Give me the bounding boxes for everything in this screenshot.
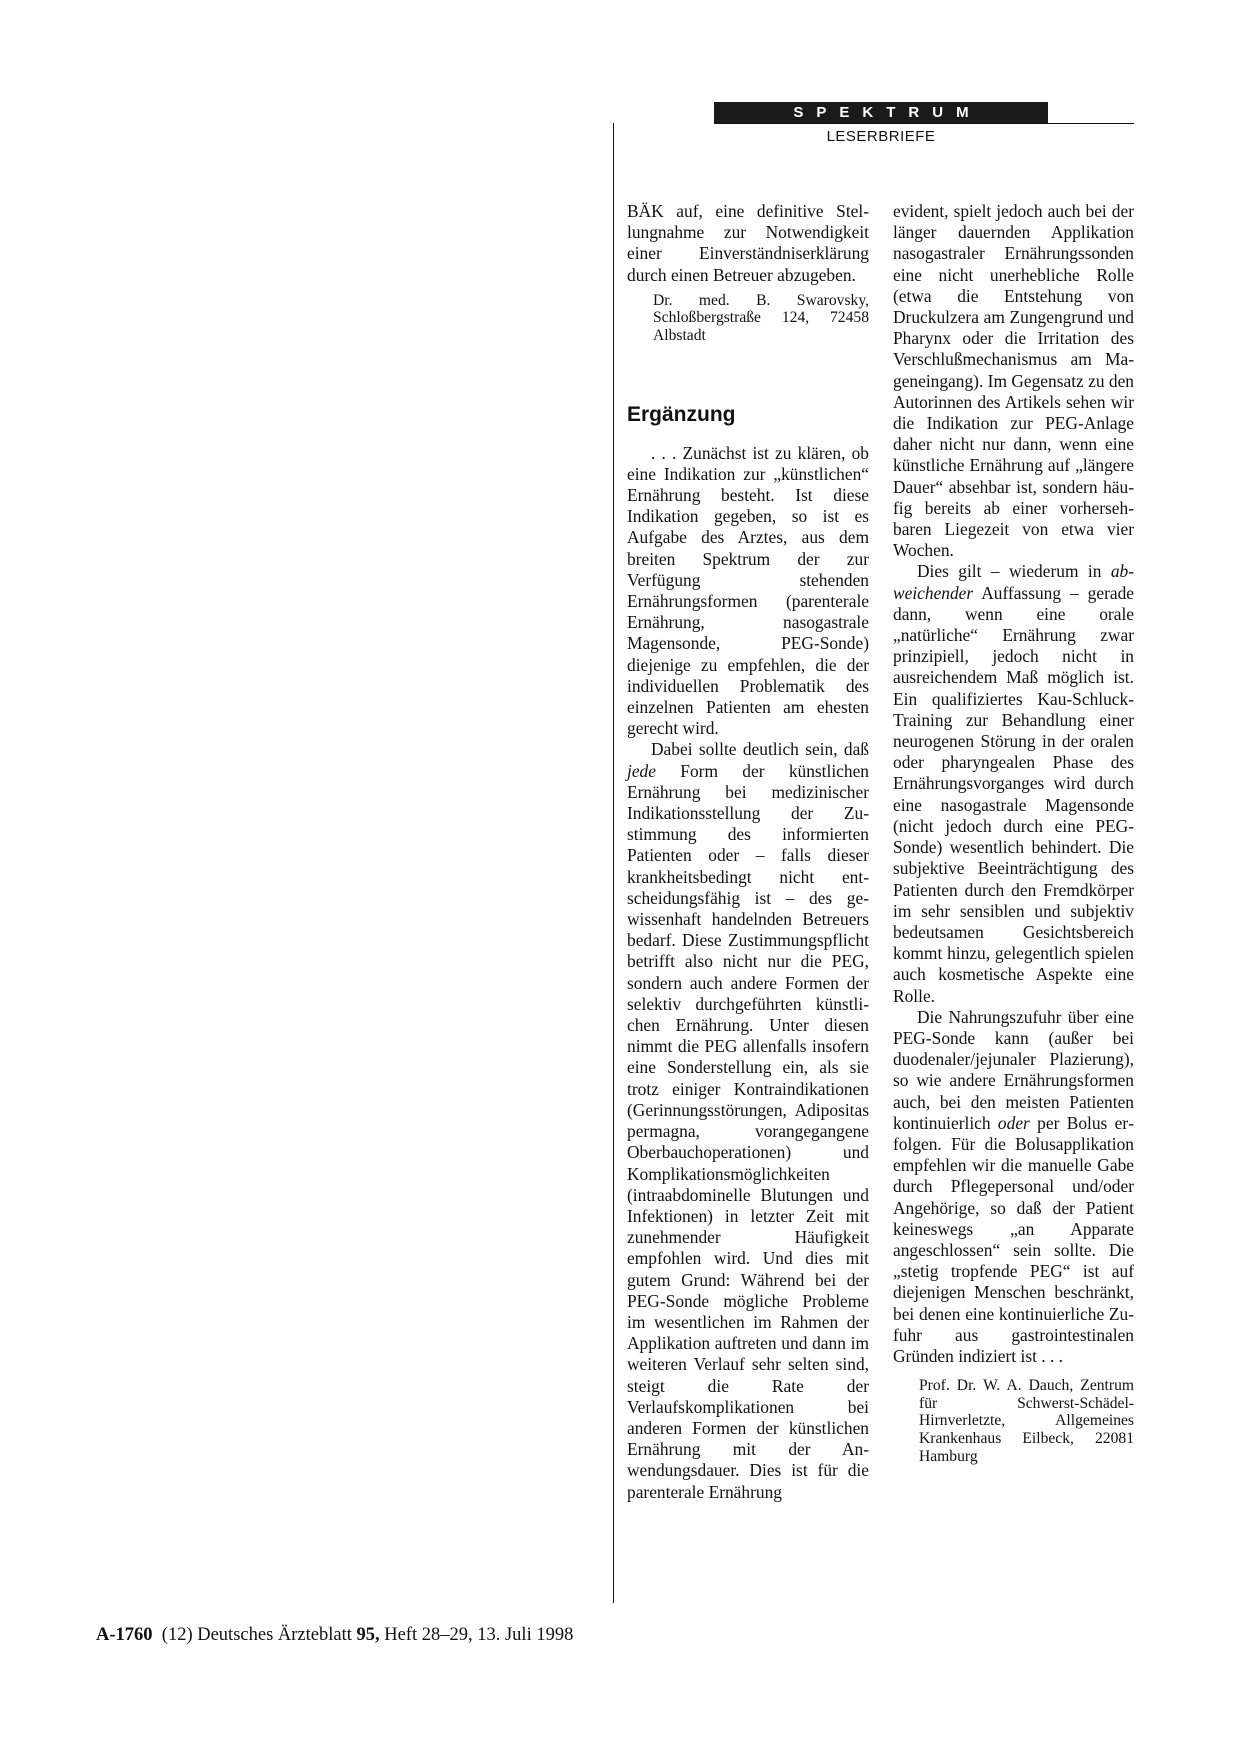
paragraph-3-text-b: Auffassung – gerade dann, wenn eine orale „natürliche“ Ernährung zwar prinzipiell, jedoch nicht in ausreichendem Maß möglich ist. Ein qualifiziertes Kau-Schluck-Training zur Behandlung einer neurogenen Störung in der oralen oder pharyngealen Phase des Ernährungsvorganges wird durch eine nasogastrale Magensonde (nicht jedoch durch eine PEG-Sonde) wesentlich behindert. Die subjektive Beeinträchtigung des Patienten durch den Fremdkörper im sehr sensiblen und subjektiv bedeutsamen Gesichtsbereich kommt hinzu, gelegentlich spielen auch kosmetische Aspekte eine Rolle. [893,582,1135,1006]
right-column [893,201,1134,1465]
paragraph-4-text-a: Die Nahrungszufuhr über eine PEG-Sonde kann (außer bei duodenaler/jejunaler Plazierung), so wie andere Ernährungsformen auch, bei den meisten Patienten kontinuierlich [893,1006,1134,1133]
emphasis-oder: oder [997,1112,1030,1133]
paragraph-3-text-a: Dies gilt – wiederum in [917,561,1102,582]
page-code: A-1760 [96,1625,153,1645]
body-paragraph-1: . . . Zunächst ist zu klären, ob eine Indikation zur „künstlichen“ Ernährung besteht. Ist diese Indikation gegeben, so ist es Aufgabe des Arztes, aus dem breiten Spektrum der zur Verfügung stehenden Ernährungsformen (parenterale Ernährung, nasogastrale Magensonde, PEG-Sonde) diejenige zu empfehlen, die der individuellen Problematik des einzelnen Patienten am ehesten gerecht wird. [627,442,869,739]
paragraph-4-text-b: per Bolus erfolgen. Für die Bolusapplikation empfehlen wir die manuelle Gabe durch Pflegepersonal und/oder Angehörige, so daß der Patient keineswegs „an Apparate angeschlossen“ sein sollte. Die „stetig tropfende PEG“ ist auf diejenigen Menschen beschränkt, bei denen eine kontinuierliche Zufuhr aus gastrointestinalen Gründen indiziert ist . . . [893,1112,1134,1366]
letter-signature-1: Dr. med. B. Swarovsky, Schloßbergstraße 124, 72458 Albstadt [653,291,869,344]
emphasis-abweichender: abweichender [893,561,1134,603]
paragraph-2-text-b: Form der künstlichen Ernährung bei medizinischer Indikationsstellung der Zustimmung des informierten Patienten oder – falls dieser krankheitsbedingt nicht entscheidungsfähig ist – des gewissenhaft handelnden Betreuers bedarf. Diese Zustimmungspflicht betrifft also nicht nur die PEG, sondern auch andere Formen der selektiv durchgeführten künstlichen Ernährung. Unter diesen nimmt die PEG allenfalls insofern eine Sonderstellung ein, als sie trotz einiger Kontraindikationen (Gerinnungsstörungen, Adipositas permagna, vorangegangene Oberbauchoperationen) und Komplikationsmöglichkeiten (intraabdominelle Blutungen und Infektionen) in letzter Zeit mit zunehmender Häufigkeit empfohlen wird. Und dies mit gutem Grund: Während bei der PEG-Sonde mögliche Probleme im wesentlichen im Rahmen der Applikation auftreten und dann im weiteren Verlauf sehr selten sind, steigt die Rate der Verlaufskomplikationen bei anderen Formen der künstlichen Ernährung mit der Anwendungsdauer. Dies ist für die parenterale Ernährung [627,760,869,1502]
body-paragraph-2 [627,739,869,1502]
page-footer [96,1623,573,1647]
journal-volume: 95, [356,1625,380,1645]
letter-signature-2: Prof. Dr. W. A. Dauch, Zentrum für Schwerst-Schädel-Hirnverletzte, Allgemeines Krankenhaus Eilbeck, 22081 Hamburg [919,1377,1134,1465]
body-paragraph-3 [893,561,1134,1006]
section-header: SPEKTRUM [714,102,1048,124]
body-paragraph-continued: evident, spielt jedoch auch bei der länger dauernden Applikation nasogastraler Ernährungssonden eine nicht unerhebliche Rolle (etwa die Entstehung von Druckulzera am Zungengrund und Pharynx oder die Irritation des Verschlußmechanismus am Mageneingang). Im Gegensatz zu den Autorinnen des Artikels sehen wir die Indikation zur PEG-Anlage daher nicht nur dann, wenn eine künstliche Ernährung auf „längere Dauer“ absehbar ist, sondern häufig bereits ab einer vorhersehbaren Liegezeit von etwa vier Wochen. [893,201,1134,561]
page-number: (12) [161,1625,193,1645]
body-paragraph-4 [893,1007,1134,1367]
issue-date: Heft 28–29, 13. Juli 1998 [384,1625,574,1645]
subsection-label: LESERBRIEFE [826,128,936,145]
intro-paragraph: BÄK auf, eine definitive Stellungnahme zur Notwendigkeit einer Einverständniserklärung durch einen Betreuer abzugeben. [627,201,869,285]
emphasis-jede: jede [627,760,656,781]
paragraph-2-text-a: Dabei sollte deutlich sein, daß [651,739,869,760]
article-heading: Ergänzung [627,402,736,426]
left-column [627,201,869,1503]
journal-name: Deutsches Ärzteblatt [197,1625,352,1645]
column-divider [613,123,614,1603]
header-rule [714,123,1134,124]
